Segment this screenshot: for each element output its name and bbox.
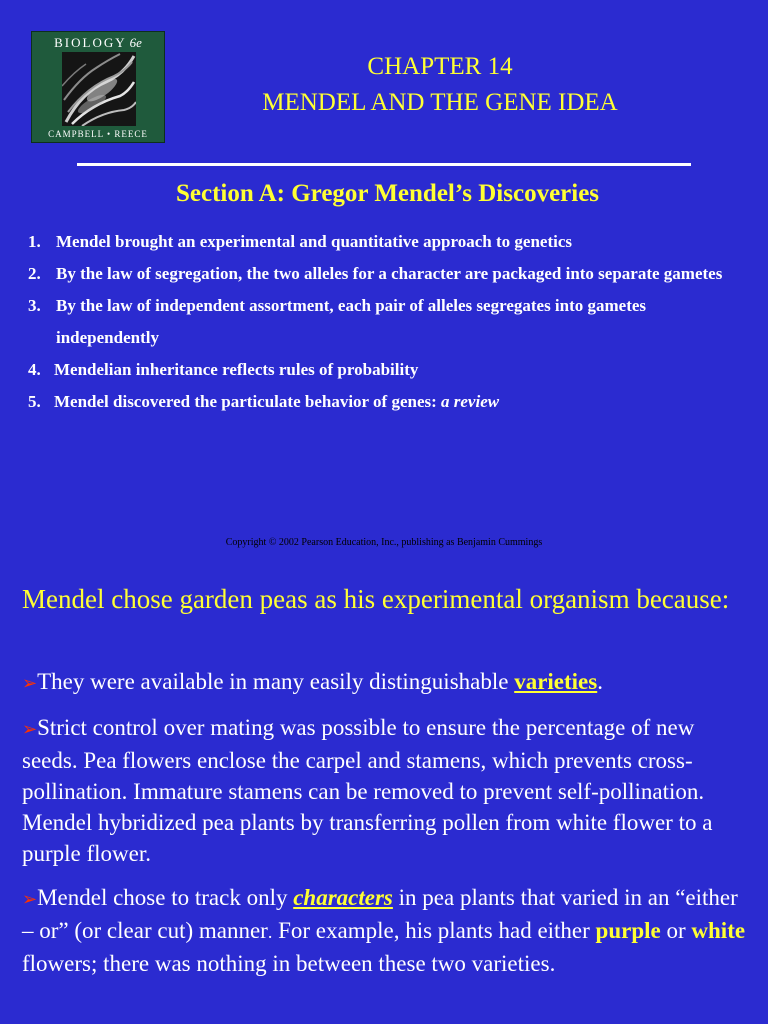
bullet-paragraph: ➢Strict control over mating was possible to ensure the percentage of new seeds. Pea flowers enclose the carpel and stamens, which prevents cross-pollination. Immature stamens can be removed to prevent self-pollination. Mendel hybridized pea plants by transferring pollen from white flower to a purple flower. <box>22 715 713 866</box>
outline-item-number: 4. <box>28 360 41 379</box>
outline-item-text: Mendelian inheritance reflects rules of probability <box>54 360 419 379</box>
bullet-paragraph: ➢Mendel chose to track only characters in pea plants that varied in an “either – or” (or clear cut) manner. For example, his plants had either purple or white flowers; there was nothing in between these two varieties. <box>22 885 746 976</box>
arrow-bullet-icon: ➢ <box>22 673 38 694</box>
outline-item-number: 2. <box>28 264 41 283</box>
slide-heading: Mendel chose garden peas as his experimental organism because: <box>22 584 730 614</box>
outline-item <box>28 290 748 354</box>
bullet-paragraph: ➢They were available in many easily distinguishable varieties. <box>22 669 603 694</box>
arrow-bullet-icon: ➢ <box>22 889 38 910</box>
term-purple: purple <box>595 918 661 943</box>
outline-item-text: By the law of segregation, the two alleles for a character are packaged into separate gametes <box>56 264 723 283</box>
term-varieties: varieties <box>514 669 598 694</box>
section-outline <box>28 226 748 418</box>
section-title: Section A: Gregor Mendel’s Discoveries <box>175 180 600 207</box>
chapter-title: MENDEL AND THE GENE IDEA <box>262 89 618 116</box>
outline-item <box>28 386 748 418</box>
term-white: white <box>691 918 746 943</box>
chapter-number: CHAPTER 14 <box>367 53 513 80</box>
outline-item-number: 1. <box>28 232 41 251</box>
outline-item-text: By the law of independent assortment, each pair of alleles segregates into gametes independently <box>56 296 647 347</box>
outline-item <box>28 354 748 386</box>
outline-item-number: 5. <box>28 392 41 411</box>
outline-item-emphasis: a review <box>441 392 500 411</box>
outline-item <box>28 226 748 258</box>
copyright-notice: Copyright © 2002 Pearson Education, Inc., publishing as Benjamin Cummings <box>225 537 543 548</box>
cover-authors: CAMPBELL • REECE <box>48 129 148 139</box>
slide-2 <box>0 560 768 1024</box>
outline-item-text: Mendel discovered the particulate behavior of genes: a review <box>54 392 500 411</box>
outline-item <box>28 258 748 290</box>
cover-title: BIOLOGY 6e <box>54 35 142 50</box>
outline-item-number: 3. <box>28 296 41 315</box>
cover-plant-image <box>62 52 136 126</box>
arrow-bullet-icon: ➢ <box>22 719 38 740</box>
outline-item-text: Mendel brought an experimental and quantitative approach to genetics <box>56 232 572 251</box>
term-characters: characters <box>293 885 393 910</box>
divider <box>77 163 691 166</box>
book-cover-logo <box>31 31 165 143</box>
